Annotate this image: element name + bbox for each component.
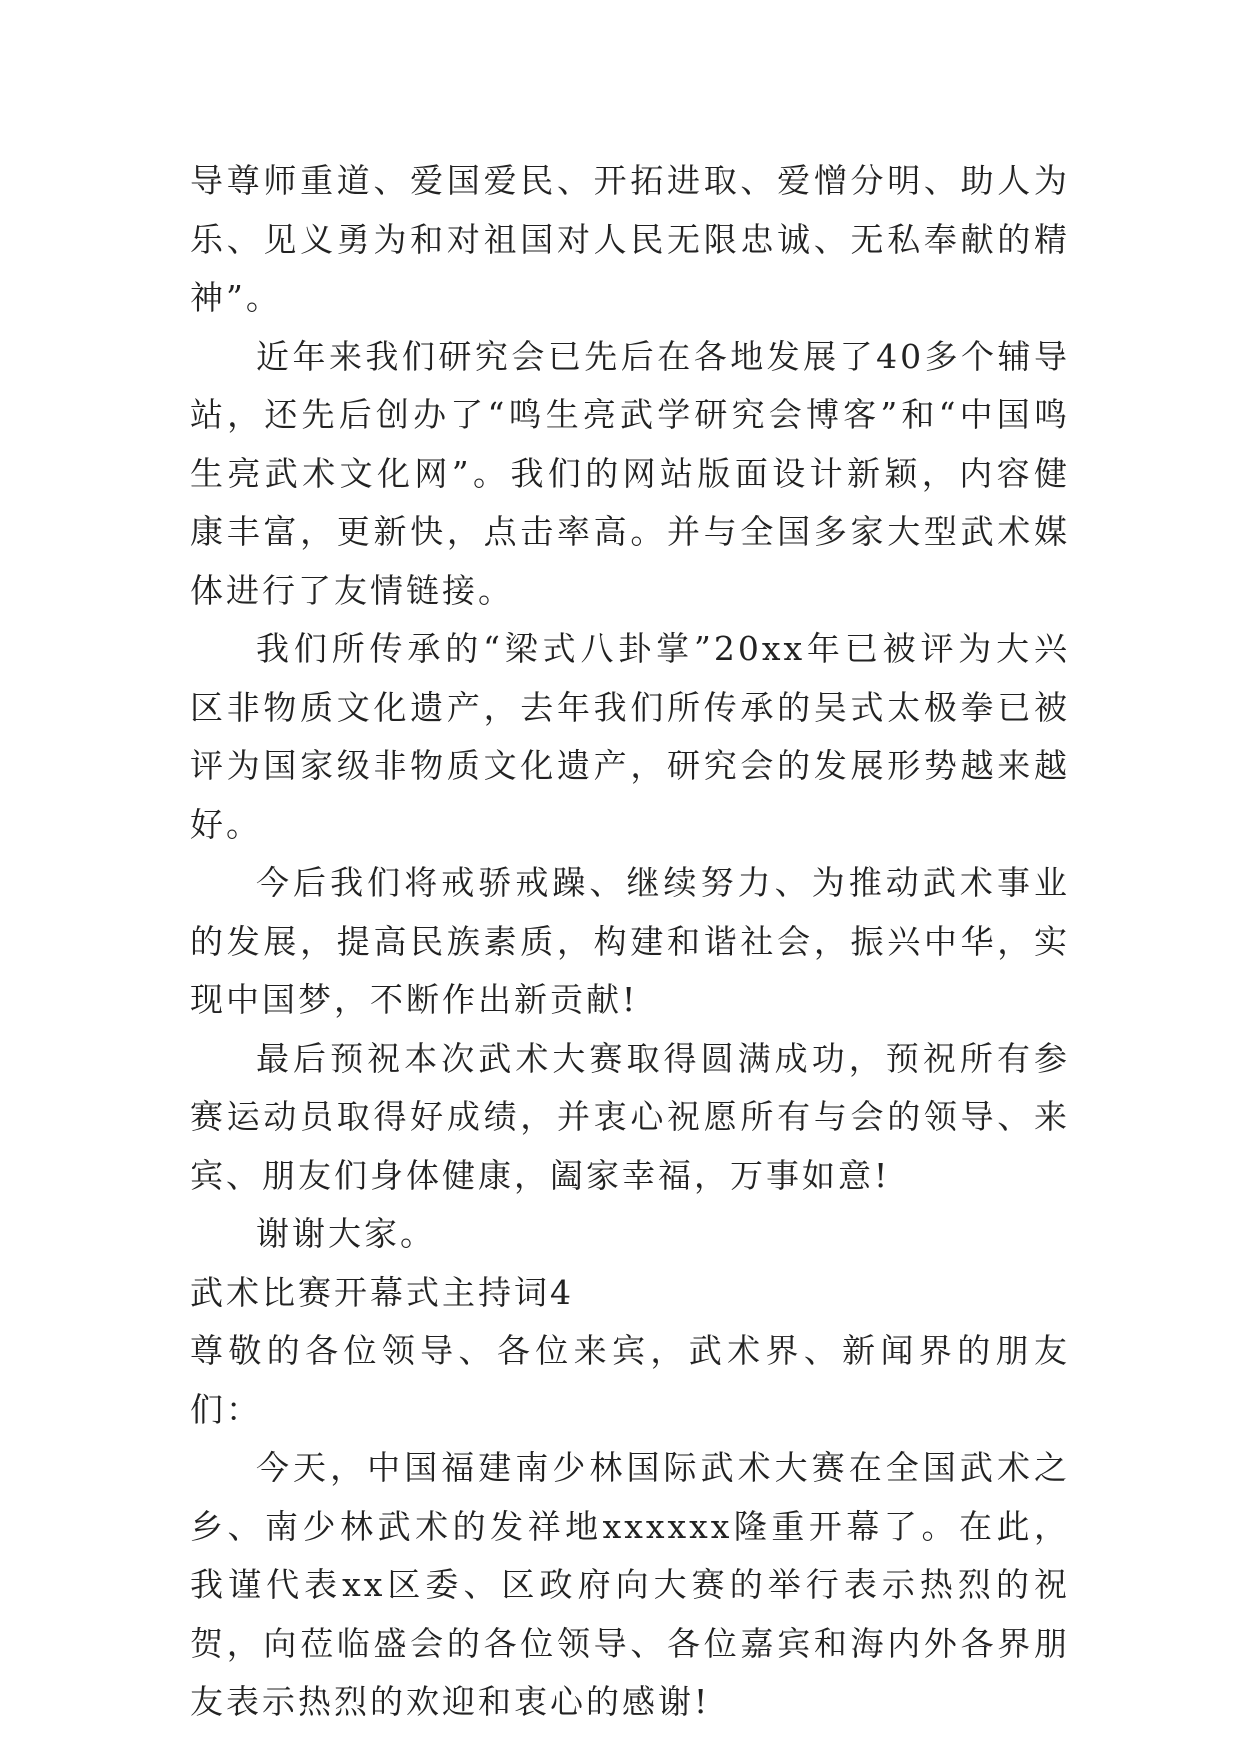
paragraph-heritage: 我们所传承的“梁式八卦掌”20xx年已被评为大兴区非物质文化遗产，去年我们所传承的吴式太极拳已被评为国家级非物质文化遗产，研究会的发展形势越来越好。: [190, 629, 1070, 844]
paragraph-future-plans: 今后我们将戒骄戒躁、继续努力、为推动武术事业的发展，提高民族素质，构建和谐社会，振兴中华，实现中国梦，不断作出新贡献!: [190, 863, 1070, 1019]
document-body: [190, 152, 1070, 1732]
paragraph-tutoring-stations: 近年来我们研究会已先后在各地发展了40多个辅导站，还先后创办了“鸣生亮武学研究会博客”和“中国鸣生亮武术文化网”。我们的网站版面设计新颖，内容健康丰富，更新快，点击率高。并与全国多家大型武术媒体进行了友情链接。: [190, 336, 1070, 610]
paragraph-thanks: 谢谢大家。: [256, 1214, 436, 1253]
section-heading: 武术比赛开幕式主持词4: [190, 1272, 574, 1312]
paragraph-opening: 今天，中国福建南少林国际武术大赛在全国武术之乡、南少林武术的发祥地xxxxxx隆重开幕了。在此，我谨代表xx区委、区政府向大赛的举行表示热烈的祝贺，向莅临盛会的各位领导、各位嘉宾和海内外各界朋友表示热烈的欢迎和衷心的感谢!: [190, 1448, 1070, 1721]
salutation: 尊敬的各位领导、各位来宾，武术界、新闻界的朋友们：: [190, 1331, 1070, 1429]
paragraph-continuation: 导尊师重道、爱国爱民、开拓进取、爱憎分明、助人为乐、见义勇为和对祖国对人民无限忠诚、无私奉献的精神”。: [190, 161, 1070, 317]
paragraph-wishes: 最后预祝本次武术大赛取得圆满成功，预祝所有参赛运动员取得好成绩，并衷心祝愿所有与会的领导、来宾、朋友们身体健康，阖家幸福，万事如意!: [190, 1038, 1070, 1195]
